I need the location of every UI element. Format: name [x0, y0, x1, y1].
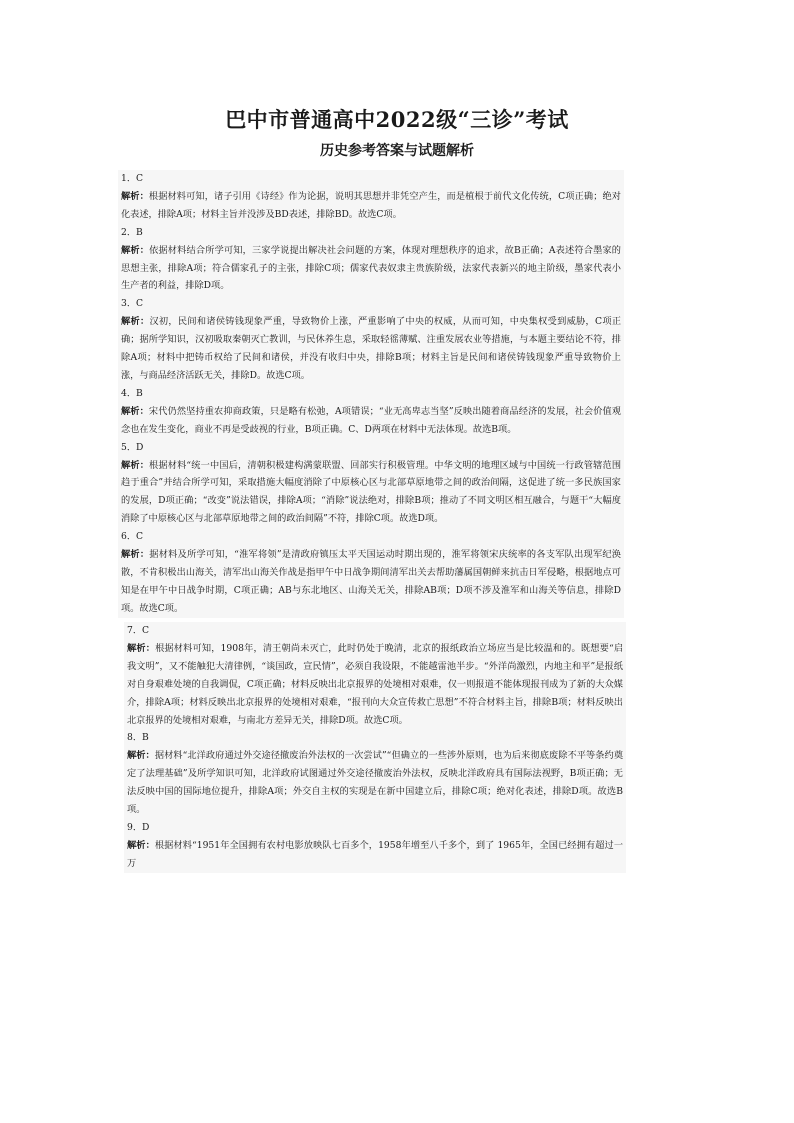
explanation-text: 根据材料可知，1908年，清王朝尚未灭亡，此时仍处于晚清，北京的报纸政治立场应当是比较温和的。既想要“启我文明”，又不能触犯大清律例，“谈国政，宣民情”，必须自我设限，不能越雷池半步。“外洋尚激烈，内地主和平”是报纸对自身艰难处境的自我调侃，C项正确；材料反映出北京报界的处境相对艰难，仅一则报道不能体现报刊成为了新的大众媒介，排除A项；材料反映出北京报界的处境相对艰难，“报刊向大众宣传救亡思想”不符合材料主旨，排除B项；材料反映出北京报界的处境相对艰难，与南北方差异无关，排除D项。故选C项。 [127, 642, 624, 726]
explanation [121, 242, 621, 296]
answer-block-2 [124, 622, 626, 873]
explanation-text: 据材料及所学可知，“淮军将领”是清政府镇压太平天国运动时期出现的，淮军将领宋庆统率的各支军队出现军纪涣散，不肯积极出山海关，清军出山海关作战是指甲午中日战争期间清军出关去帮助藩属国朝鲜来抗击日军侵略，根据地点可知是在甲午中日战争时期，C项正确；AB与东北地区、山海关无关，排除AB项；D项不涉及淮军和山海关等信息，排除D项。故选C项。 [121, 549, 621, 614]
explanation [121, 457, 621, 529]
explanation-text: 汉初，民间和诸侯铸钱现象严重，导致物价上涨，严重影响了中央的权威，从而可知，中央集权受到威胁，C项正确；据所学知识，汉初吸取秦朝灭亡教训，与民休养生息，采取轻徭薄赋、注重发展农业等措施，与本题主要结论不符，排除A项；材料中把铸币权给了民间和诸侯，并没有收归中央，排除B项；材料主旨是民间和诸侯铸钱现象严重导致物价上涨，与商品经济活跃无关，排除D。故选C项。 [121, 316, 622, 381]
explanation [127, 640, 623, 730]
explanation-label: 解析： [127, 642, 156, 654]
page-subtitle: 历史参考答案与试题解析 [320, 143, 474, 159]
explanation [121, 313, 621, 385]
explanation [127, 837, 623, 873]
answer-block-1 [118, 170, 624, 618]
explanation-text: 根据材料“统一中国后，清朝积极建构满蒙联盟、回部实行积极管理。中华文明的地理区域与中国统一行政管辖范围趋于重合”并结合所学可知，采取措施大幅度消除了中原核心区与北部草原地带之间的政治间隔，这促进了统一多民族国家的发展，D项正确；“改变”说法错误，排除A项；“消除”说法绝对，排除B项；推动了不同文明区相互融合，与题干“大幅度消除了中原核心区与北部草原地带之间的政治间隔”不符，排除C项。故选D项。 [121, 459, 622, 525]
question-number: 7．C [127, 625, 150, 636]
explanation-text: 根据材料可知，诸子引用《诗经》作为论据，说明其思想并非凭空产生，而是植根于前代文化传统，C项正确；绝对化表述，排除A项；材料主旨并没涉及BD表述，排除BD。故选C项。 [121, 190, 621, 220]
explanation [127, 747, 623, 819]
question-number: 2．B [121, 226, 143, 238]
explanation-label: 解析： [121, 549, 150, 561]
explanation [121, 403, 621, 439]
explanation-text: 依据材料结合所学可知，三家学说提出解决社会问题的方案，体现对理想秩序的追求，故B正确；A表述符合墨家的思想主张，排除A项；符合儒家孔子的主张，排除C项；儒家代表奴隶主贵族阶级，法家代表新兴的地主阶级，墨家代表小生产者的利益，排除D项。 [121, 244, 621, 292]
explanation-label: 解析： [121, 190, 149, 202]
explanation [121, 546, 621, 618]
explanation-label: 解析： [121, 316, 150, 328]
question-number: 3．C [121, 298, 144, 310]
question-number: 8．B [127, 732, 149, 744]
explanation-text: 根据材料“1951年全国拥有农村电影放映队七百多个，1958年增至八千多个，到了 1965年，全国已经拥有超过一万 [127, 839, 624, 869]
explanation-label: 解析： [121, 244, 150, 256]
question-number: 6．C [121, 531, 144, 543]
question-number: 9．D [127, 821, 150, 833]
question-number: 4．B [121, 387, 143, 399]
explanation-label: 解析： [127, 750, 155, 762]
explanation-text: 据材料“北洋政府通过外交途径撤废治外法权的一次尝试”“但确立的一些涉外原则，也为后来彻底废除不平等条约奠定了法理基础”及所学知识可知，北洋政府试图通过外交途径撤废治外法权，反映北洋政府具有国际法视野，B项正确；无法反映中国的国际地位提升，排除A项；外交自主权的实现是在新中国建立后，排除C项；绝对化表述，排除D项。故选B项。 [127, 750, 624, 816]
page-title: 巴中市普通高中2022级“三诊”考试 [225, 107, 569, 132]
explanation-label: 解析： [121, 459, 150, 471]
question-number: 1．C [121, 173, 144, 184]
explanation [121, 188, 621, 224]
question-number: 5．D [121, 441, 144, 453]
explanation-label: 解析： [121, 405, 149, 417]
explanation-text: 宋代仍然坚持重农抑商政策，只是略有松弛，A项错误；“业无高卑志当坚”反映出随着商品经济的发展，社会价值观念也在发生变化，商业不再是受歧视的行业，B项正确。C、D两项在材料中无法体现。故选B项。 [121, 405, 622, 435]
explanation-label: 解析： [127, 839, 155, 851]
